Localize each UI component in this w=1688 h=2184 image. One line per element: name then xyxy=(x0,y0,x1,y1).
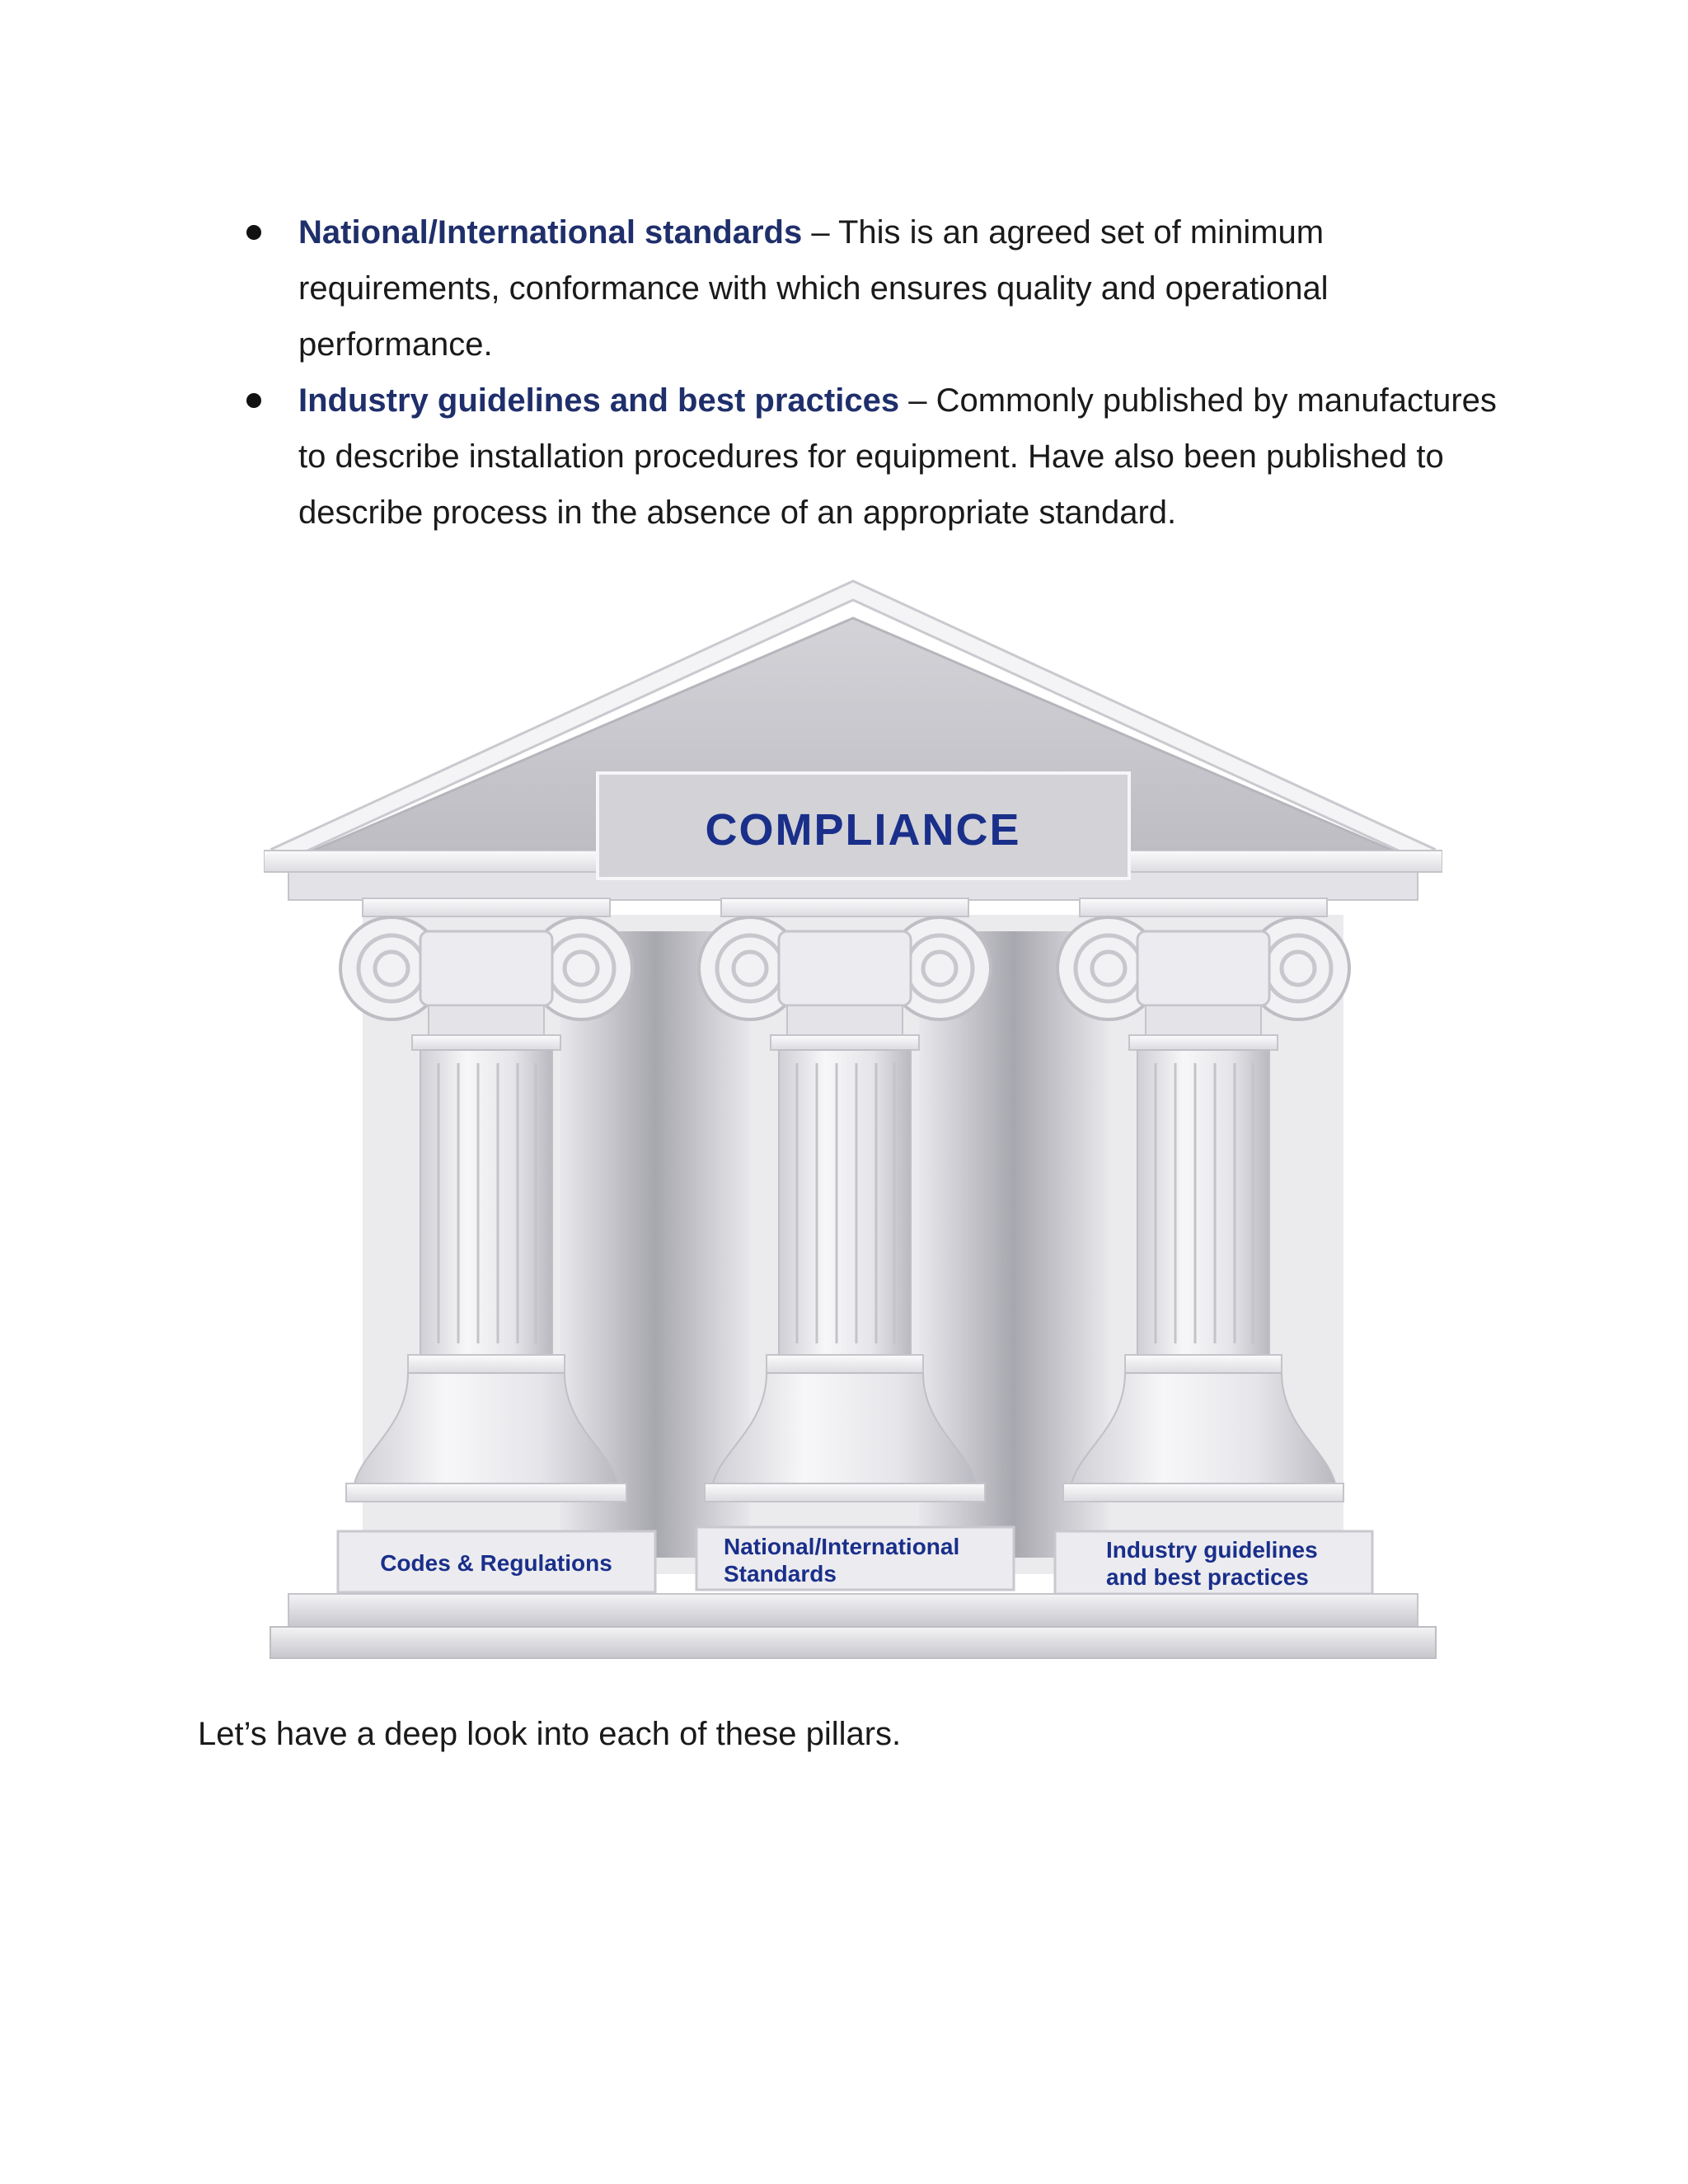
pillar-label-standards-line2: Standards xyxy=(724,1561,837,1586)
bullet-text: – This is an agreed set of minimum requirements, conformance with which ensures quality and operational performance. xyxy=(298,214,1329,363)
pillar-label-codes: Codes & Regulations xyxy=(380,1550,612,1576)
bullet-term: Industry guidelines and best practices xyxy=(298,382,900,419)
pillar-label-guidelines-line2: and best practices xyxy=(1106,1564,1309,1590)
bullet-item-standards xyxy=(239,204,1525,373)
bullet-item-guidelines xyxy=(239,373,1525,541)
temple-columns xyxy=(340,898,1349,1502)
bullet-dot-icon xyxy=(246,225,261,240)
pillar-label-guidelines-line1: Industry guidelines xyxy=(1106,1537,1318,1563)
bullet-list xyxy=(239,204,1525,541)
temple-pediment xyxy=(264,581,1442,900)
bullet-text: – Commonly published by manufactures to describe installation procedures for equipment. Have also been published to describe process in the absence of an appropriate standard. xyxy=(298,382,1497,531)
pillar-plaques xyxy=(338,1527,1372,1594)
pillar-label-standards-line1: National/International xyxy=(724,1534,960,1559)
temple-steps xyxy=(270,1594,1436,1658)
bullet-dot-icon xyxy=(246,393,261,408)
temple-illustration xyxy=(264,569,1442,1673)
closing-paragraph: Let’s have a deep look into each of these pillars. xyxy=(198,1716,902,1752)
bullet-term: National/International standards xyxy=(298,214,803,251)
compliance-temple-figure xyxy=(264,569,1442,1673)
pediment-label: COMPLIANCE xyxy=(705,805,1021,855)
